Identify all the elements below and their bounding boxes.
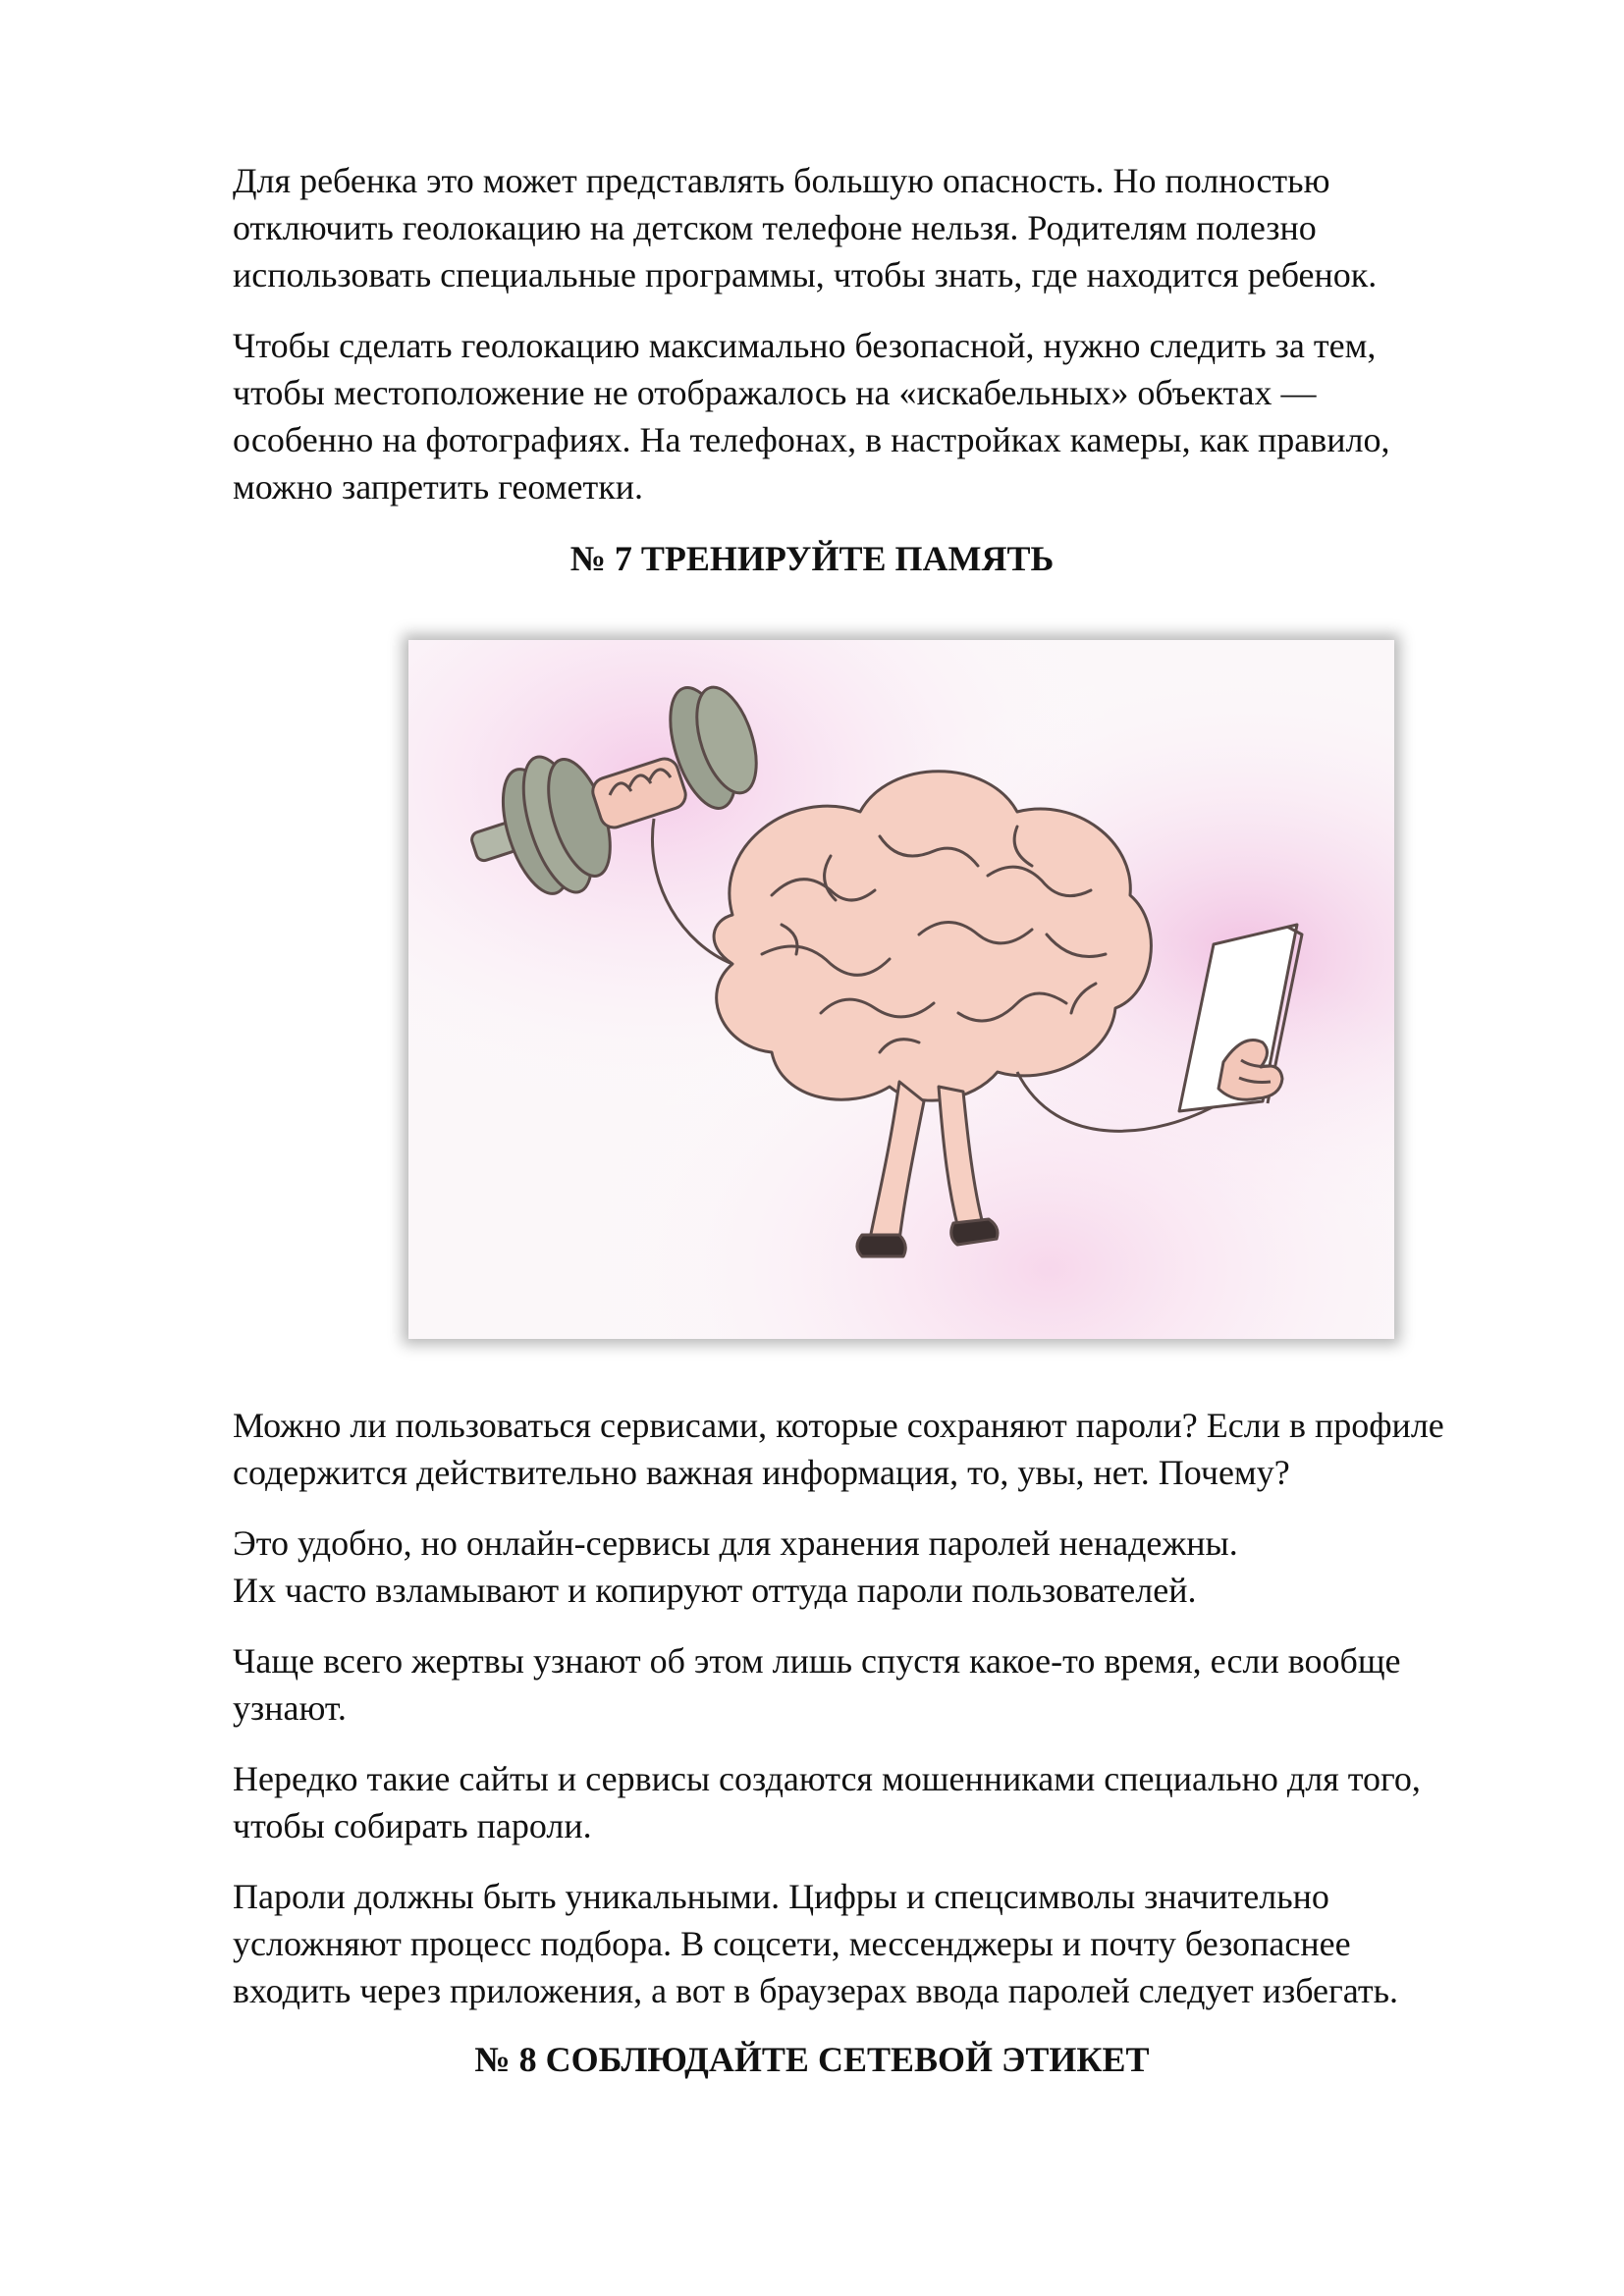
intro-paragraph-1: Для ребенка это может представлять большую опасность. Но полностью отключить геолокацию на детском телефоне нельзя. Родителям полезно использовать специальные программы, чтобы знать, где находится ребенок. bbox=[233, 161, 1378, 294]
body-paragraph-5: Пароли должны быть уникальными. Цифры и спецсимволы значительно усложняют процесс подбора. В соцсети, мессенджеры и почту безопаснее входить через приложения, а вот в браузерах ввода паролей следует избегать. bbox=[233, 1877, 1398, 2010]
brain-illustration-frame bbox=[408, 640, 1394, 1339]
body-paragraph-4: Нередко такие сайты и сервисы создаются мошенниками специально для того, чтобы собирать пароли. bbox=[233, 1759, 1421, 1845]
section-8-heading: № 8 СОБЛЮДАЙТЕ СЕТЕВОЙ ЭТИКЕТ bbox=[474, 2040, 1150, 2079]
section-7-heading: № 7 ТРЕНИРУЙТЕ ПАМЯТЬ bbox=[569, 539, 1055, 578]
body-paragraph-1: Можно ли пользоваться сервисами, которые сохраняют пароли? Если в профиле содержится действительно важная информация, то, увы, нет. Почему? bbox=[233, 1406, 1444, 1492]
intro-paragraph-2: Чтобы сделать геолокацию максимально безопасной, нужно следить за тем, чтобы местоположение не отображалось на «искабельных» объектах — особенно на фотографиях. На телефонах, в настройках камеры, как правило, можно запретить геометки. bbox=[233, 326, 1390, 507]
body-paragraph-3: Чаще всего жертвы узнают об этом лишь спустя какое-то время, если вообще узнают. bbox=[233, 1641, 1401, 1728]
body-paragraph-2: Это удобно, но онлайн-сервисы для хранения паролей ненадежны. Их часто взламывают и копируют оттуда пароли пользователей. bbox=[233, 1523, 1238, 1610]
brain-lifting-dumbbell-icon bbox=[408, 640, 1394, 1339]
